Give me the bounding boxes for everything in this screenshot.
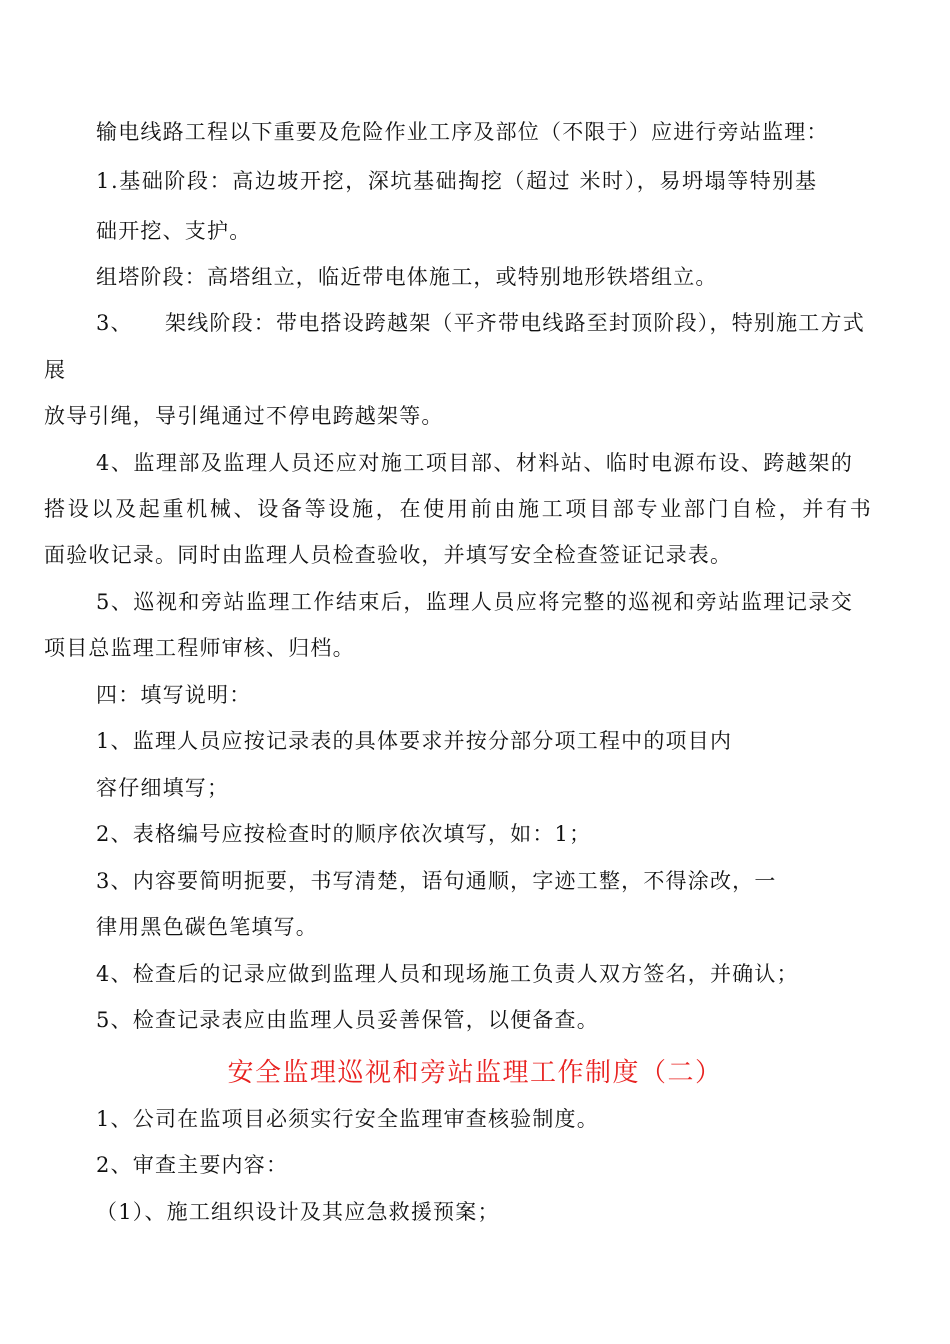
- paragraph-intro: 输电线路工程以下重要及危险作业工序及部位（不限于）应进行旁站监理：: [96, 120, 829, 144]
- paragraph-2: 组塔阶段：高塔组立，临近带电体施工，或特别地形铁塔组立。: [96, 265, 718, 289]
- section-2-item-1: 1、公司在监项目必须实行安全监理审查核验制度。: [96, 1107, 599, 1131]
- section-title: 安全监理巡视和旁站监理工作制度（二）: [227, 1058, 723, 1088]
- paragraph-3-line-1: 架线阶段：带电搭设跨越架（平齐带电线路至封顶阶段），特别施工方式: [165, 311, 865, 335]
- paragraph-5-line-2: 项目总监理工程师审核、归档。: [44, 636, 355, 660]
- paragraph-1-line-2: 础开挖、支护。: [96, 219, 252, 243]
- instruction-1-line-1: 1、监理人员应按记录表的具体要求并按分部分项工程中的项目内: [96, 729, 733, 753]
- instruction-3-line-1: 3、内容要简明扼要，书写清楚，语句通顺，字迹工整，不得涂改，一: [96, 869, 777, 893]
- paragraph-4-line-2: 搭设以及起重机械、设备等设施，在使用前由施工项目部专业部门自检，并有书: [44, 497, 874, 521]
- paragraph-4-line-1: 4、监理部及监理人员还应对施工项目部、材料站、临时电源布设、跨越架的: [96, 451, 854, 475]
- section-2-item-2-sub-1: （1）、施工组织设计及其应急救援预案；: [96, 1200, 500, 1224]
- paragraph-3-line-2: 展: [44, 358, 67, 382]
- instruction-4: 4、检查后的记录应做到监理人员和现场施工负责人双方签名，并确认；: [96, 962, 799, 986]
- instruction-1-line-2: 容仔细填写；: [96, 776, 230, 800]
- section-2-item-2: 2、审查主要内容：: [96, 1153, 289, 1177]
- section-heading-instructions: 四：填写说明：: [96, 683, 252, 707]
- paragraph-3-number: 3、: [96, 311, 133, 335]
- paragraph-3-line-3: 放导引绳，导引绳通过不停电跨越架等。: [44, 404, 444, 428]
- instruction-5: 5、检查记录表应由监理人员妥善保管，以便备查。: [96, 1008, 599, 1032]
- instruction-2: 2、表格编号应按检查时的顺序依次填写，如：1；: [96, 822, 592, 846]
- paragraph-1-line-1: 1.基础阶段：高边坡开挖，深坑基础掏挖（超过 米时），易坍塌等特别基: [96, 169, 818, 193]
- instruction-3-line-2: 律用黑色碳色笔填写。: [96, 915, 318, 939]
- paragraph-4-line-3: 面验收记录。同时由监理人员检查验收，并填写安全检查签证记录表。: [44, 543, 733, 567]
- paragraph-5-line-1: 5、巡视和旁站监理工作结束后，监理人员应将完整的巡视和旁站监理记录交: [96, 590, 854, 614]
